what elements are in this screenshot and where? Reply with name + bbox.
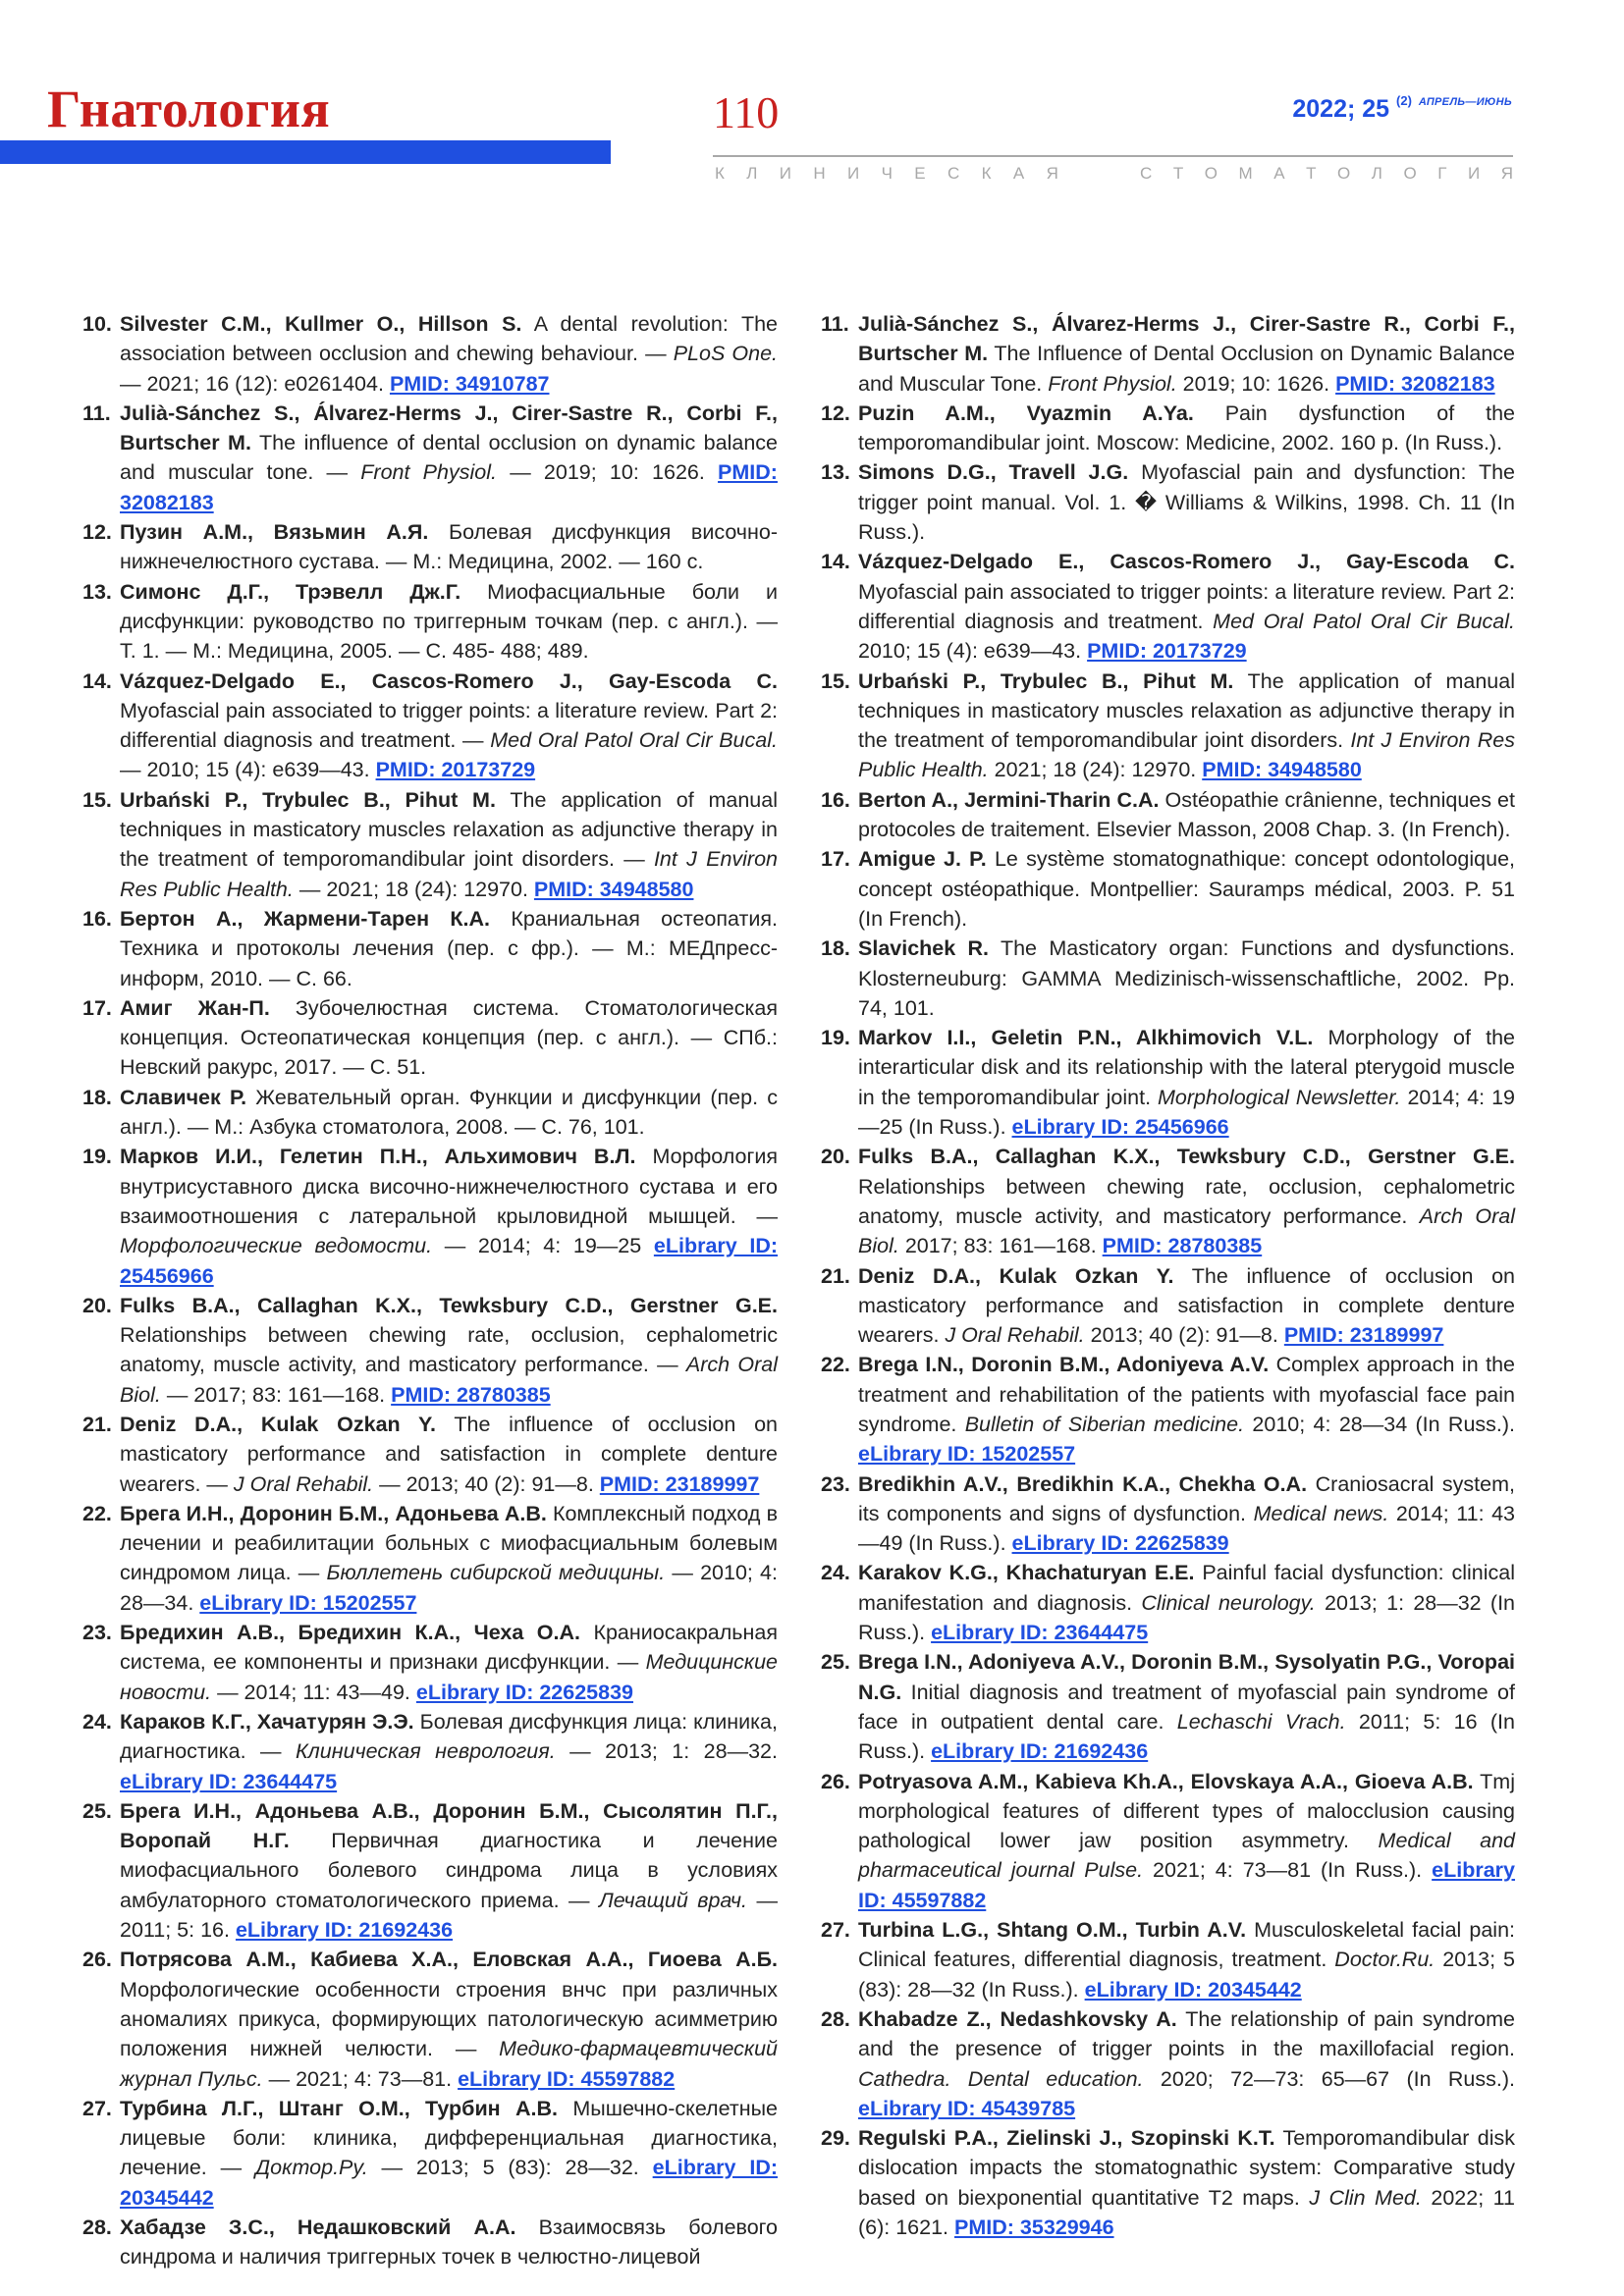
reference-source: Бюллетень сибирской медицины. — [326, 1561, 666, 1585]
reference-id-link[interactable]: eLibrary ID: 25456966 — [120, 1234, 779, 1288]
reference-source: Медицинские новости. — [120, 1650, 778, 1704]
reference-number: 10. — [82, 312, 112, 336]
subtitle-letter: Я — [1500, 164, 1513, 183]
reference-text: Мышечно-скелетные лицевые боли: клиника, дифференциальная диагностика, лечение. — — [120, 2096, 778, 2180]
reference-details: 2017; 83: 161—168. — [904, 1234, 1097, 1258]
reference-id-link[interactable]: eLibrary ID: 20345442 — [1084, 1977, 1302, 2002]
reference-source: Arch Oral Biol. — [858, 1203, 1515, 1258]
reference-number: 28. — [821, 2006, 850, 2031]
reference-details: 2010; 4: 28—34 (In Russ.). — [1252, 1412, 1516, 1436]
reference-authors: Karakov K.G., Khachaturyan E.E. — [858, 1561, 1195, 1585]
page-number: 110 — [713, 87, 780, 137]
reference-item — [82, 2094, 778, 2213]
reference-item — [82, 1945, 778, 2093]
reference-item — [82, 904, 778, 993]
subtitle-letter: М — [1238, 164, 1253, 183]
reference-id-link[interactable]: eLibrary ID: 21692436 — [931, 1739, 1149, 1764]
reference-source: Доктор.Ру. — [255, 2156, 368, 2180]
reference-authors: Khabadze Z., Nedashkovsky A. — [858, 2006, 1177, 2031]
reference-item — [82, 785, 778, 904]
reference-number: 18. — [82, 1085, 112, 1109]
reference-id-link[interactable]: eLibrary ID: 22625839 — [415, 1680, 634, 1704]
subtitle-letter: Я — [1046, 164, 1058, 183]
reference-item — [82, 1142, 778, 1290]
reference-authors: Брега И.Н., Доронин Б.М., Адоньева А.В. — [120, 1501, 547, 1525]
reference-authors: Simons D.G., Travell J.G. — [858, 460, 1129, 485]
reference-item — [821, 1023, 1515, 1142]
reference-authors: Славичек Р. — [120, 1085, 247, 1109]
reference-authors: Potryasova A.M., Kabieva Kh.A., Elovskaya A.A., Gioeva A.B. — [858, 1769, 1474, 1793]
reference-authors: Bredikhin A.V., Bredikhin K.A., Chekha O.A. — [858, 1471, 1308, 1496]
reference-source: Клиническая неврология. — [295, 1739, 556, 1764]
reference-number: 24. — [82, 1709, 112, 1734]
reference-details: 2014; 11: 43—49 (In Russ.). — [858, 1501, 1515, 1556]
reference-item — [82, 1618, 778, 1707]
reference-authors: Марков И.И., Гелетин П.Н., Альхимович В.Л. — [120, 1145, 636, 1169]
reference-text: Морфология внутрисуставного диска височно-нижнечелюстного сустава и его взаимоотношения с латеральной крыловидной мышцей. — — [120, 1145, 778, 1228]
reference-number: 14. — [82, 668, 112, 693]
references-column-right — [821, 309, 1515, 2242]
reference-number: 11. — [82, 400, 111, 425]
reference-authors: Fulks B.A., Callaghan K.X., Tewksbury C.D., Gerstner G.E. — [858, 1145, 1515, 1169]
subtitle-letter: Н — [813, 164, 826, 183]
reference-source: Медико-фармацевтический журнал Пульс. — [120, 2037, 778, 2091]
reference-source: PLoS One. — [673, 342, 778, 366]
subtitle-letter: К — [715, 164, 725, 183]
reference-number: 16. — [821, 787, 850, 812]
reference-text: Первичная диагностика и лечение миофасциального болевого синдрома лица в условиях амбулаторного стоматологического приема. — — [120, 1829, 778, 1912]
reference-authors: Brega I.N., Doronin B.M., Adoniyeva A.V. — [858, 1353, 1270, 1377]
reference-details: — 2013; 5 (83): 28—32. — [381, 2156, 639, 2180]
reference-source: Medical and pharmaceutical journal Pulse. — [858, 1829, 1515, 1883]
reference-number: 12. — [821, 400, 850, 425]
reference-source: Morphological Newsletter. — [1158, 1085, 1401, 1109]
header-rule — [713, 155, 1513, 157]
reference-number: 22. — [821, 1353, 850, 1377]
reference-text: Миофасциальные боли и дисфункции: руководство по триггерным точкам (пер. с англ.). — Т. 1. — М.: Медицина, 2005. — С. 485- 488; 489. — [120, 579, 778, 664]
reference-number: 19. — [821, 1026, 850, 1050]
reference-text: Tmj morphological features of different types of malocclusion causing pathological lower jaw position asymmetry. — [858, 1769, 1515, 1853]
reference-text: Initial diagnosis and treatment of myofascial pain syndrome of face in outpatient dental care. — [858, 1680, 1515, 1734]
reference-id-link[interactable]: eLibrary ID: 15202557 — [858, 1442, 1076, 1467]
reference-item — [82, 1707, 778, 1796]
reference-text: Morphology of the interarticular disk and its relationship with the lateral pterygoid muscle in the temporomandibular joint. — [858, 1026, 1515, 1109]
reference-details: 2013; 5 (83): 28—32 (In Russ.). — [858, 1948, 1515, 2002]
reference-id-link[interactable]: eLibrary ID: 23644475 — [931, 1621, 1149, 1645]
issue-info — [1292, 94, 1512, 122]
reference-text: The influence of dental occlusion on dynamic balance and muscular tone. — — [120, 431, 778, 485]
reference-details: — 2013; 40 (2): 91—8. — [379, 1471, 594, 1496]
reference-authors: Vázquez-Delgado E., Cascos-Romero J., Gay-Escoda C. — [858, 550, 1515, 574]
subtitle-letter: Л — [1371, 164, 1382, 183]
reference-authors: Бертон А., Жармени-Тарен К.А. — [120, 906, 491, 931]
reference-item — [82, 1410, 778, 1499]
reference-authors: Fulks B.A., Callaghan K.X., Tewksbury C.D., Gerstner G.E. — [120, 1293, 778, 1317]
reference-text: Жевательный орган. Функции и дисфункции (пер. с англ.). — М.: Азбука стоматолога, 2008. — С. 76, 101. — [120, 1085, 778, 1140]
reference-text: Краниальная остеопатия. Техника и протоколы лечения (пер. с фр.). — М.: МЕДпресс-информ, 2010. — С. 66. — [120, 906, 778, 990]
reference-authors: Турбина Л.Г., Штанг О.М., Турбин А.В. — [120, 2096, 559, 2120]
reference-authors: Urbański P., Trybulec B., Pihut M. — [120, 787, 496, 812]
reference-text: Комплексный подход в лечении и реабилитации больных с миофасциальным болевым синдромом лица. — — [120, 1501, 778, 1585]
reference-item — [82, 309, 778, 399]
reference-number: 18. — [821, 936, 850, 961]
reference-id-link[interactable]: PMID: 28780385 — [1102, 1234, 1263, 1258]
reference-id-link[interactable]: eLibrary ID: 23644475 — [120, 1769, 338, 1793]
reference-item — [82, 2213, 778, 2272]
reference-details: 2022; 11 (6): 1621. — [858, 2185, 1515, 2239]
reference-number: 19. — [82, 1145, 112, 1169]
reference-item — [82, 1796, 778, 1945]
reference-source: Лечащий врач. — [599, 1888, 748, 1912]
reference-authors: Караков К.Г., Хачатурян Э.Э. — [120, 1709, 414, 1734]
subtitle-word-dentistry — [1140, 163, 1513, 185]
reference-number: 15. — [82, 787, 112, 812]
reference-id-link[interactable]: PMID: 20173729 — [1087, 639, 1247, 664]
reference-details: — 2010; 4: 28—34. — [120, 1561, 778, 1615]
reference-number: 17. — [821, 847, 850, 872]
reference-number: 26. — [821, 1769, 850, 1793]
reference-number: 13. — [821, 460, 850, 485]
reference-number: 20. — [82, 1293, 112, 1317]
reference-source: Int J Environ Res Public Health. — [120, 847, 778, 901]
reference-authors: Брега И.Н., Адоньева А.В., Доронин Б.М., Сысолятин П.Г., Воропай Н.Г. — [120, 1798, 778, 1853]
reference-item — [821, 1558, 1515, 1647]
reference-id-link[interactable]: eLibrary ID: 21692436 — [235, 1918, 454, 1943]
reference-id-link[interactable]: eLibrary ID: 22625839 — [1011, 1531, 1229, 1556]
reference-number: 28. — [82, 2216, 112, 2239]
reference-source: Front Physiol. — [360, 460, 497, 485]
reference-source: Cathedra. Dental education. — [858, 2066, 1144, 2091]
reference-item — [821, 667, 1515, 785]
reference-number: 25. — [82, 1798, 112, 1823]
subtitle-letter: Т — [1306, 164, 1317, 183]
reference-authors: Brega I.N., Adoniyeva A.V., Doronin B.M., Sysolyatin P.G., Voropai N.G. — [858, 1650, 1515, 1704]
reference-number: 26. — [82, 1948, 112, 1972]
reference-number: 17. — [82, 995, 112, 1020]
reference-id-link[interactable]: PMID: 34910787 — [389, 371, 550, 396]
reference-details: 2013; 40 (2): 91—8. — [1090, 1323, 1278, 1348]
reference-number: 12. — [82, 520, 112, 545]
reference-authors: Пузин А.М., Вязьмин А.Я. — [120, 520, 429, 545]
issue-months: АПРЕЛЬ—ИЮНЬ — [1418, 96, 1512, 108]
reference-source: Clinical neurology. — [1141, 1590, 1316, 1615]
reference-authors: Berton A., Jermini-Tharin C.A. — [858, 787, 1160, 812]
reference-text: Le système stomatognathique: concept odontologique, concept ostéopathique. Montpellier: Sauramps médical, 2003. P. 51 (In French). — [858, 847, 1516, 931]
reference-item — [821, 1915, 1515, 2004]
reference-details: — 2017; 83: 161—168. — [166, 1382, 386, 1407]
journal-subtitle — [715, 163, 1513, 185]
reference-details: 2021; 18 (24): 12970. — [994, 758, 1197, 782]
reference-item — [82, 517, 778, 577]
reference-text: The application of manual techniques in masticatory muscles relaxation as adjunctive therapy in the treatment of temporomandibular joint disorders. — — [120, 787, 778, 872]
subtitle-letter: С — [947, 164, 960, 183]
reference-source: Lechaschi Vrach. — [1176, 1709, 1346, 1734]
reference-text: Краниосакральная система, ее компоненты и признаки дисфункции. — — [120, 1621, 778, 1675]
reference-number: 16. — [82, 906, 112, 931]
reference-item — [821, 2123, 1515, 2242]
reference-details: 2013; 1: 28—32 (In Russ.). — [858, 1590, 1515, 1645]
subtitle-word-clinical — [715, 163, 1058, 185]
subtitle-letter: О — [1204, 164, 1218, 183]
reference-text: Musculoskeletal facial pain: Clinical features, differential diagnosis, treatment. — [858, 1918, 1515, 1972]
reference-id-link[interactable]: eLibrary ID: 45597882 — [458, 2066, 676, 2091]
reference-details: — 2019; 10: 1626. — [510, 460, 705, 485]
reference-authors: Turbina L.G., Shtang O.M., Turbin A.V. — [858, 1918, 1247, 1943]
reference-number: 11. — [821, 312, 849, 336]
reference-id-link[interactable]: PMID: 23189997 — [599, 1471, 760, 1496]
reference-authors: Julià-Sánchez S., Álvarez-Herms J., Cirer-Sastre R., Corbi F., Burtscher M. — [120, 400, 778, 455]
reference-authors: Markov I.I., Geletin P.N., Alkhimovich V.L. — [858, 1026, 1314, 1050]
reference-details: — 2021; 16 (12): e0261404. — [120, 371, 384, 396]
reference-text: Craniosacral system, its components and signs of dysfunction. — [858, 1471, 1515, 1525]
reference-number: 29. — [821, 2126, 850, 2151]
reference-text: Зубочелюстная система. Стоматологическая концепция. Остеопатическая концепция (пер. с англ.). — СПб.: Невский ракурс, 2017. — С. 51. — [120, 995, 778, 1080]
reference-item — [82, 1291, 778, 1410]
reference-text: The relationship of pain syndrome and the presence of trigger points in the maxillofacial region. — [858, 2006, 1515, 2061]
reference-text: The influence of occlusion on masticatory performance and satisfaction in complete denture wearers. — — [120, 1412, 778, 1496]
reference-authors: Deniz D.A., Kulak Ozkan Y. — [858, 1263, 1174, 1288]
reference-number: 13. — [82, 579, 112, 604]
reference-authors: Urbański P., Trybulec B., Pihut M. — [858, 668, 1234, 693]
reference-text: Болевая дисфункция височно-нижнечелюстного сустава. — М.: Медицина, 2002. — 160 с. — [120, 520, 778, 574]
header-accent-bar — [0, 140, 611, 164]
reference-item — [821, 1261, 1515, 1351]
reference-item — [821, 1350, 1515, 1468]
reference-authors: Бредихин А.В., Бредихин К.А., Чеха О.А. — [120, 1621, 580, 1645]
reference-item — [821, 1767, 1515, 1915]
reference-id-link[interactable]: PMID: 34948580 — [533, 877, 694, 901]
reference-number: 27. — [821, 1918, 850, 1943]
reference-item — [821, 2004, 1515, 2123]
reference-number: 23. — [821, 1471, 850, 1496]
reference-id-link[interactable]: eLibrary ID: 25456966 — [1011, 1115, 1229, 1140]
reference-authors: Хабадзе З.С., Недашковский А.А. — [120, 2216, 516, 2239]
reference-authors: Slavichek R. — [858, 936, 990, 961]
reference-item — [821, 934, 1515, 1023]
reference-item — [821, 844, 1515, 934]
reference-id-link[interactable]: eLibrary ID: 20345442 — [120, 2156, 779, 2210]
reference-item — [821, 399, 1515, 458]
reference-source: J Oral Rehabil. — [945, 1323, 1085, 1348]
reference-number: 21. — [821, 1263, 850, 1288]
reference-item — [82, 1499, 778, 1618]
reference-id-link[interactable]: eLibrary ID: 45597882 — [858, 1858, 1516, 1912]
reference-text: The Masticatory organ: Functions and dysfunctions. Klosterneuburg: GAMMA Medizinisch-wissenschaftliche, 2002. Pp. 74, 101. — [858, 936, 1516, 1020]
reference-text: The Influence of Dental Occlusion on Dynamic Balance and Muscular Tone. — [858, 342, 1516, 396]
reference-source: Doctor.Ru. — [1334, 1948, 1435, 1972]
reference-details: — 2014; 4: 19—25 — [444, 1234, 642, 1258]
reference-id-link[interactable]: PMID: 32082183 — [1335, 371, 1495, 396]
reference-text: A dental revolution: The association between occlusion and chewing behaviour. — — [120, 312, 778, 366]
reference-details: — 2014; 11: 43—49. — [217, 1680, 410, 1704]
reference-item — [821, 1142, 1515, 1260]
reference-text: The influence of occlusion on masticatory performance and satisfaction in complete denture wearers. — [858, 1263, 1515, 1348]
reference-source: Int J Environ Res Public Health. — [858, 728, 1515, 782]
reference-text: Relationships between chewing rate, occlusion, cephalometric anatomy, muscle activity, and masticatory performance. — [858, 1174, 1515, 1228]
reference-details: 2010; 15 (4): e639—43. — [858, 639, 1082, 664]
reference-source: J Clin Med. — [1309, 2185, 1422, 2210]
reference-id-link[interactable]: eLibrary ID: 15202557 — [199, 1590, 417, 1615]
reference-authors: Амиг Жан-П. — [120, 995, 270, 1020]
subtitle-letter: И — [847, 164, 860, 183]
reference-item — [82, 399, 778, 517]
reference-details: 2011; 5: 16 (In Russ.). — [858, 1709, 1515, 1764]
reference-item — [821, 547, 1515, 666]
subtitle-letter: Ч — [881, 164, 893, 183]
reference-item — [821, 1647, 1515, 1766]
subtitle-letter: Л — [746, 164, 758, 183]
reference-number: 23. — [82, 1621, 112, 1645]
reference-id-link[interactable]: PMID: 35329946 — [954, 2216, 1114, 2239]
reference-item — [821, 1469, 1515, 1559]
subtitle-letter: А — [1012, 164, 1025, 183]
reference-item — [82, 1083, 778, 1143]
reference-number: 21. — [82, 1412, 112, 1436]
reference-number: 24. — [821, 1561, 850, 1585]
reference-details: 2019; 10: 1626. — [1182, 371, 1330, 396]
reference-item — [821, 457, 1515, 547]
issue-number: (2) — [1396, 93, 1412, 108]
subtitle-letter: К — [981, 164, 992, 183]
reference-text: Complex approach in the treatment and rehabilitation of the patients with myofascial face pain syndrome. — [858, 1353, 1515, 1436]
reference-item — [82, 667, 778, 785]
reference-source: Морфологические ведомости. — [120, 1234, 433, 1258]
reference-id-link[interactable]: PMID: 32082183 — [120, 460, 778, 514]
reference-text: Painful facial dysfunction: clinical manifestation and diagnosis. — [858, 1561, 1515, 1615]
reference-text: Pain dysfunction of the temporomandibular joint. Moscow: Medicine, 2002. 160 p. (In Russ.). — [858, 400, 1515, 455]
reference-item — [821, 309, 1515, 399]
reference-id-link[interactable]: PMID: 34948580 — [1202, 758, 1362, 782]
reference-authors: Julià-Sánchez S., Álvarez-Herms J., Cirer-Sastre R., Corbi F., Burtscher M. — [858, 312, 1515, 366]
reference-text: The application of manual techniques in masticatory muscles relaxation as adjunctive therapy in the treatment of temporomandibular joint disorders. — [858, 668, 1515, 753]
reference-details: 2021; 4: 73—81 (In Russ.). — [1153, 1858, 1423, 1883]
reference-text: Temporomandibular disk dislocation impacts the stomatognathic system: Comparative study based on biexponential quantitative T2 maps. — [858, 2126, 1515, 2210]
reference-number: 20. — [821, 1145, 850, 1169]
reference-source: Bulletin of Siberian medicine. — [964, 1412, 1245, 1436]
reference-details: — 2010; 15 (4): e639—43. — [120, 758, 370, 782]
subtitle-letter: И — [779, 164, 791, 183]
reference-item — [821, 785, 1515, 845]
subtitle-letter: Е — [914, 164, 926, 183]
journal-title: Гнатология — [47, 80, 331, 138]
reference-id-link[interactable]: PMID: 23189997 — [1283, 1323, 1444, 1348]
reference-number: 27. — [82, 2096, 112, 2120]
subtitle-letter: И — [1467, 164, 1481, 183]
reference-item — [82, 993, 778, 1083]
reference-text: Ostéopathie crânienne, techniques et protocoles de traitement. Elsevier Masson, 2008 Chap. 3. (In French). — [858, 787, 1515, 842]
reference-source: Front Physiol. — [1048, 371, 1177, 396]
reference-text: Морфологические особенности строения внчс при различных аномалиях прикуса, формирующих патологическую асимметрию положения нижней челюсти. — — [120, 1977, 778, 2061]
reference-authors: Regulski P.A., Zielinski J., Szopinski K.T. — [858, 2126, 1275, 2151]
subtitle-letter: С — [1140, 164, 1153, 183]
reference-authors: Потрясова А.М., Кабиева Х.А., Еловская А.А., Гиоева А.Б. — [120, 1948, 778, 1972]
subtitle-letter: Т — [1172, 164, 1184, 183]
reference-text: Relationships between chewing rate, occlusion, cephalometric anatomy, muscle activity, and masticatory performance. — — [120, 1323, 778, 1377]
reference-details: 2014; 4: 19—25 (In Russ.). — [858, 1085, 1515, 1140]
references-column-left — [82, 309, 778, 2272]
reference-number: 25. — [821, 1650, 850, 1675]
reference-text: Myofascial pain associated to trigger points: a literature review. Part 2: differential diagnosis and treatment. — [858, 579, 1515, 633]
reference-text: Взаимосвязь болевого синдрома и наличия триггерных точек в челюстно-лицевой — [120, 2216, 778, 2269]
subtitle-letter: О — [1403, 164, 1417, 183]
reference-authors: Amigue J. P. — [858, 847, 987, 872]
reference-source: J Oral Rehabil. — [233, 1471, 374, 1496]
reference-details: — 2013; 1: 28—32. — [569, 1739, 778, 1764]
subtitle-letter: О — [1337, 164, 1351, 183]
reference-source: Med Oral Patol Oral Cir Bucal. — [490, 728, 778, 753]
reference-authors: Deniz D.A., Kulak Ozkan Y. — [120, 1412, 436, 1436]
reference-details: — 2021; 4: 73—81. — [268, 2066, 453, 2091]
subtitle-letter: А — [1273, 164, 1285, 183]
reference-text: Myofascial pain and dysfunction: The trigger point manual. Vol. 1. � Williams & Wilkins, 1998. Ch. 11 (In Russ.). — [858, 460, 1515, 545]
reference-authors: Puzin A.M., Vyazmin A.Ya. — [858, 400, 1194, 425]
reference-item — [82, 577, 778, 667]
reference-id-link[interactable]: PMID: 28780385 — [391, 1382, 551, 1407]
issue-year: 2022; 25 — [1292, 95, 1390, 123]
reference-text: Болевая дисфункция лица: клиника, диагностика. — — [120, 1709, 778, 1764]
reference-authors: Vázquez-Delgado E., Cascos-Romero J., Gay-Escoda C. — [120, 668, 778, 693]
reference-details: — 2021; 18 (24): 12970. — [298, 877, 528, 901]
subtitle-letter: Г — [1437, 164, 1447, 183]
reference-source: Medical news. — [1253, 1501, 1389, 1525]
reference-details: 2020; 72—73: 65—67 (In Russ.). — [1160, 2066, 1515, 2091]
reference-details: — 2011; 5: 16. — [120, 1888, 778, 1943]
reference-number: 14. — [821, 550, 850, 574]
reference-text: Myofascial pain associated to trigger points: a literature review. Part 2: differential diagnosis and treatment. — — [120, 698, 778, 753]
reference-authors: Silvester C.M., Kullmer O., Hillson S. — [120, 312, 522, 336]
reference-id-link[interactable]: eLibrary ID: 45439785 — [858, 2096, 1076, 2120]
reference-id-link[interactable]: PMID: 20173729 — [375, 758, 536, 782]
reference-number: 22. — [82, 1501, 112, 1525]
reference-number: 15. — [821, 668, 850, 693]
reference-source: Med Oral Patol Oral Cir Bucal. — [1213, 609, 1516, 633]
reference-source: Arch Oral Biol. — [120, 1353, 778, 1407]
reference-authors: Симонс Д.Г., Трэвелл Дж.Г. — [120, 579, 461, 604]
